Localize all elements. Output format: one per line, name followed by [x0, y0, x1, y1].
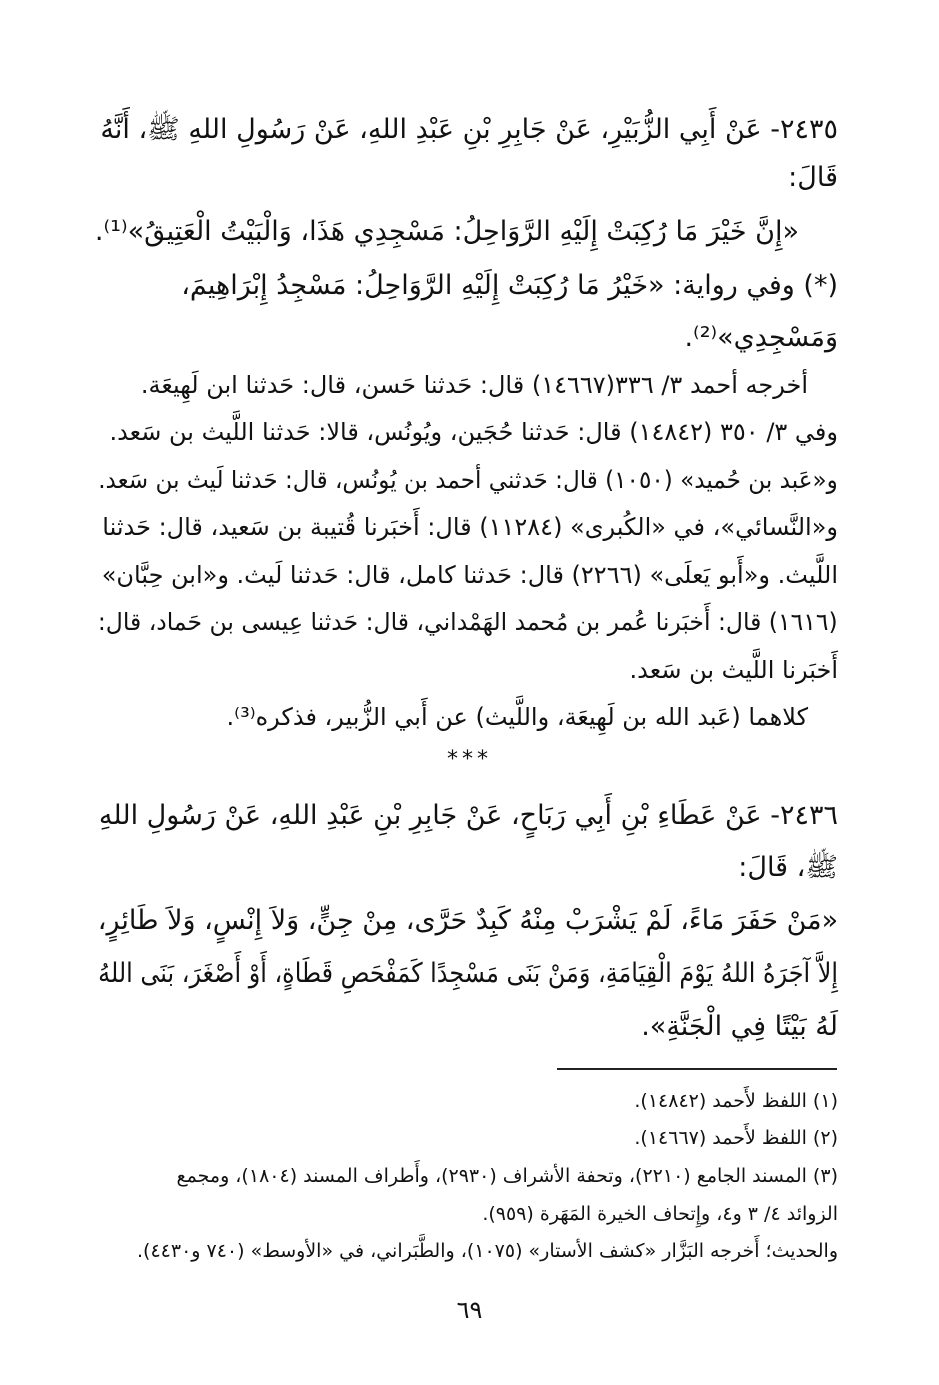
footnote-3-line1: (٣) المسند الجامع (٢٢١٠)، وتحفة الأشراف (٢٩٣٠)، وأَطراف المسند (١٨٠٤)، ومجمع: [176, 1165, 838, 1187]
section-separator: ***: [447, 747, 492, 772]
page-number: ٦٩: [456, 1296, 483, 1324]
footnote-divider: [557, 1068, 837, 1070]
footnote-2: (٢) اللفظ لأَحمد (١٤٦٦٧).: [634, 1127, 838, 1149]
takhrij-line: و«النَّسائي»، في «الكُبرى» (١١٢٨٤) قال: أَخبَرنا قُتيبة بن سَعيد، قال: حَدثنا: [102, 513, 838, 541]
hadith-2435-heading-line2: قَالَ:: [788, 162, 838, 193]
takhrij-line: و«عَبد بن حُميد» (١٠٥٠) قال: حَدثني أحمد بن يُونُس، قال: حَدثنا لَيث بن سَعد.: [98, 466, 838, 494]
hadith-2436-text-line: لَهُ بَيْتًا فِي الْجَنَّةِ».: [641, 1011, 838, 1042]
hadith-2436-text-line: إِلاَّ آجَرَهُ اللهُ يَوْمَ الْقِيَامَةِ، وَمَنْ بَنَى مَسْجِدًا كَمَفْحَصِ قَطَاةٍ، أَوْ أَصْغَرَ، بَنَى اللهُ: [98, 958, 838, 989]
takhrij-line: اللَّيث. و«أَبو يَعلَى» (٢٢٦٦) قال: حَدثنا كامل، قال: حَدثنا لَيث. و«ابن حِبَّان»: [101, 561, 838, 589]
hadith-2436-heading-line1: ٢٤٣٦- عَنْ عَطَاءِ بْنِ أَبِي رَبَاحٍ، عَنْ جَابِرِ بْنِ عَبْدِ اللهِ، عَنْ رَسُولِ اللهِ: [98, 800, 838, 831]
hadith-2436-text-line: «مَنْ حَفَرَ مَاءً، لَمْ يَشْرَبْ مِنْهُ كَبِدٌ حَرَّى، مِنْ جِنٍّ، وَلاَ إِنْسٍ، وَلاَ طَائِرٍ،: [97, 905, 838, 936]
hadith-2435-riwaya-line2: وَمَسْجِدِي»⁽²⁾.: [684, 322, 838, 353]
takhrij-summary: كلاهما (عَبد الله بن لَهِيعَة، واللَّيث) عن أَبي الزُّبير، فذكره⁽³⁾.: [226, 703, 808, 731]
takhrij-line: أَخبَرنا اللَّيث بن سَعد.: [629, 656, 838, 684]
footnote-3-line2: الزوائد ٤/ ٣ و٤، وإِتحاف الخيرة المَهَرة (٩٥٩).: [482, 1203, 838, 1225]
hadith-2435-text: «إِنَّ خَيْرَ مَا رُكِبَتْ إِلَيْهِ الرَّوَاحِلُ: مَسْجِدِي هَذَا، وَالْبَيْتُ الْعَتِيقُ»⁽¹⁾.: [94, 216, 799, 247]
takhrij-line: أخرجه أحمد ٣/ ٣٣٦(١٤٦٦٧) قال: حَدثنا حَسن، قال: حَدثنا ابن لَهِيعَة.: [140, 371, 808, 399]
hadith-2435-riwaya-line1: (*) وفي رواية: «خَيْرُ مَا رُكِبَتْ إِلَيْهِ الرَّوَاحِلُ: مَسْجِدُ إِبْرَاهِيمَ،: [181, 270, 838, 301]
hadith-2435-heading-line1: ٢٤٣٥- عَنْ أَبِي الزُّبَيْرِ، عَنْ جَابِرِ بْنِ عَبْدِ اللهِ، عَنْ رَسُولِ اللهِ ﷺ، أَنَّهُ: [100, 114, 838, 145]
footnote-1: (١) اللفظ لأَحمد (١٤٨٤٢).: [634, 1090, 838, 1112]
takhrij-line: وفي ٣/ ٣٥٠ (١٤٨٤٢) قال: حَدثنا حُجَين، ويُونُس، قالا: حَدثنا اللَّيث بن سَعد.: [109, 418, 838, 446]
footnote-3-line3: والحديث؛ أَخرجه البَزَّار «كشف الأستار» (١٠٧٥)، والطَّبَراني، في «الأوسط» (٧٤٠ و٤٤٣٠).: [137, 1240, 838, 1262]
takhrij-line: (١٦١٦) قال: أَخبَرنا عُمر بن مُحمد الهَمْداني، قال: حَدثنا عِيسى بن حَماد، قال:: [98, 608, 838, 636]
hadith-2436-heading-line2: ﷺ، قَالَ:: [738, 852, 838, 883]
